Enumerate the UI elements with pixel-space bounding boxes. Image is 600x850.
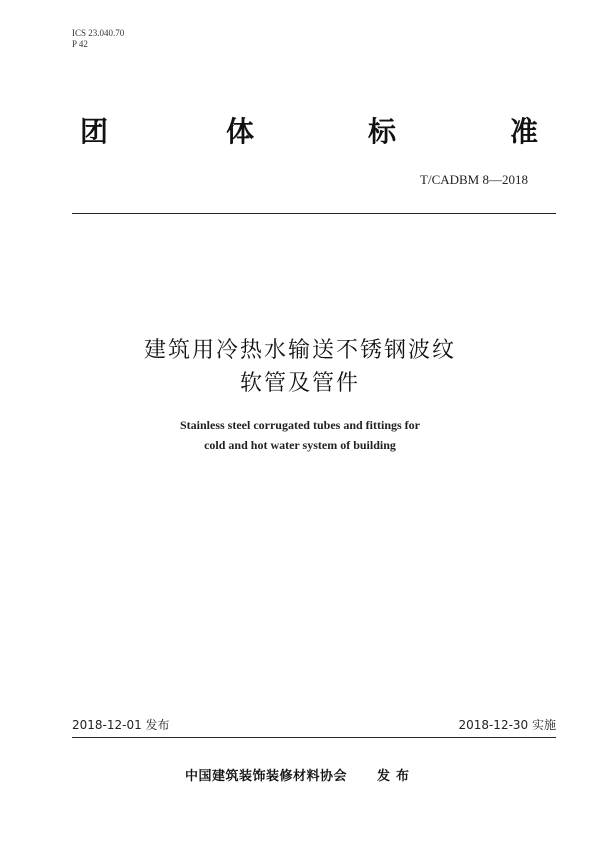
title-chinese-line2: 软管及管件 xyxy=(239,371,360,396)
publisher-line xyxy=(0,765,600,784)
standard-type-char: 准 xyxy=(510,115,539,148)
publisher-action: 发布 xyxy=(377,769,416,784)
standard-number: T/CADBM 8—2018 xyxy=(420,172,528,187)
publisher-name: 中国建筑装饰装修材料协会 xyxy=(184,769,347,784)
issue-date: 2018-12-01 发布 xyxy=(72,718,170,732)
standard-type-char: 标 xyxy=(368,115,397,148)
ics-code: ICS 23.040.70 xyxy=(72,28,125,38)
standard-type-heading xyxy=(76,112,556,152)
standard-type-char: 团 xyxy=(80,115,109,148)
top-divider xyxy=(72,213,556,214)
bottom-divider xyxy=(72,737,556,738)
title-chinese-line1: 建筑用冷热水输送不锈钢波纹 xyxy=(143,338,456,363)
title-english-line1: Stainless steel corrugated tubes and fittings for xyxy=(180,418,420,432)
ccs-code: P 42 xyxy=(72,39,88,49)
title-english-line2: cold and hot water system of building xyxy=(204,438,396,452)
standard-type-char: 体 xyxy=(226,115,255,148)
implementation-date: 2018-12-30 实施 xyxy=(458,718,556,732)
classification-codes xyxy=(72,28,124,50)
